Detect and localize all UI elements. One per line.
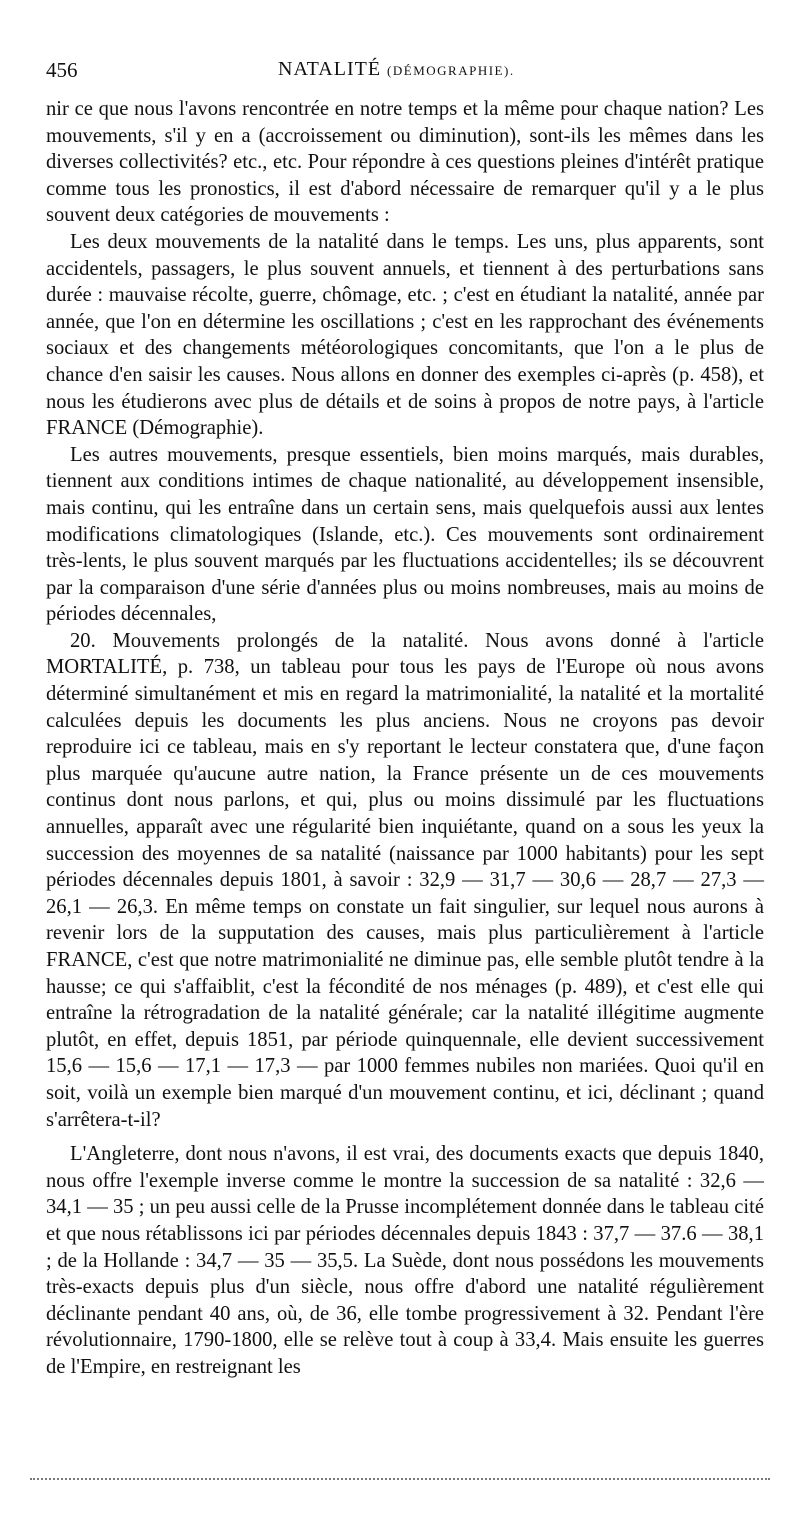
paragraph-other-movements: Les autres mouvements, presque essentiels, bien moins marqués, mais durables, tiennent aux conditions intimes de chaque nationalité, au développement insensible, mais continu, qui les entraîne dans un certain sens, mais quelquefois aussi aux lentes modifications climatologiques (Islande, etc.). Ces mouvements sont ordinairement très-lents, le plus souvent marqués par les fluctuations accidentelles; ils se découvrent par la comparaison d'une série d'années plus ou moins nombreuses, mais au moins de périodes décennales, [46,443,764,626]
paragraph-england: L'Angleterre, dont nous n'avons, il est vrai, des documents exacts que depuis 1840, nous offre l'exemple inverse comme le montre la succession de sa natalité : 32,6 — 34,1 — 35 ; un peu aussi celle de la Prusse incomplétement donnée dans le tableau cité et que nous rétablissons ici par périodes décennales depuis 1843 : 37,7 — 37.6 — 38,1 ; de la Hollande : 34,7 — 35 — 35,5. La Suède, dont nous possédons les mouvements très-exacts depuis plus d'un siècle, nous offre d'abord une natalité régulièrement déclinante pendant 40 ans, où, de 36, elle tombe progressivement à 32. Pendant l'ère révolutionnaire, 1790-1800, elle se relève tout à coup à 33,4. Mais ensuite les guerres de l'Empire, en restreignant les [46,1143,764,1378]
paragraph-continuation: nir ce que nous l'avons rencontrée en notre temps et la même pour chaque nation? Les mouvements, s'il y en a (accroissement ou diminution), sont-ils les mêmes dans les diverses collectivités? etc., etc. Pour répondre à ces questions pleines d'intérêt pratique comme tous les pronostics, il est d'abord nécessaire de remarquer qu'il y a le plus souvent deux catégories de mouvements : [46,98,764,227]
body-text [46,96,764,1381]
running-title-main: NATALITÉ [278,58,382,80]
paragraph-two-movements: Les deux mouvements de la natalité dans le temps. Les uns, plus apparents, sont accidentels, passagers, le plus souvent annuels, et tiennent à des perturbations sans durée : mauvaise récolte, guerre, chômage, etc. ; c'est en étudiant la natalité, année par année, que l'on en détermine les oscillations ; c'est en les rapprochant des événements sociaux et des changements météorologiques concomitants, que l'on a le plus de chance d'en saisir les causes. Nous allons en donner des exemples ci-après (p. 458), et nous les étudierons avec plus de détails et de soins à propos de notre pays, à l'article FRANCE (Démographie). [46,230,764,440]
footer-dotted-rule [30,1478,770,1480]
running-title [278,58,515,81]
paragraph-prolonged-movements: 20. Mouvements prolongés de la natalité. Nous avons donné à l'article MORTALITÉ, p. 738, un tableau pour tous les pays de l'Europe où nous avons déterminé simultanément et mis en regard la matrimonialité, la natalité et la mortalité calculées depuis les documents les plus anciens. Nous ne croyons pas devoir reproduire ici ce tableau, mais en s'y reportant le lecteur constatera que, d'une façon plus marquée qu'aucune autre nation, la France présente un de ces mouvements continus dont nous parlons, et qui, plus ou moins dissimulé par les fluctuations annuelles, apparaît avec une régularité bien inquiétante, quand on a sous les yeux la succession des moyennes de sa natalité (naissance par 1000 habitants) pour les sept périodes décennales depuis 1801, à savoir : 32,9 — 31,7 — 30,6 — 28,7 — 27,3 — 26,1 — 26,3. En même temps on constate un fait singulier, sur lequel nous aurons à revenir lors de la supputation des causes, mais plus particulièrement à l'article FRANCE, c'est que notre matrimonialité ne diminue pas, elle semble plutôt tendre à la hausse; ce qui s'affaiblit, c'est la fécondité de nos ménages (p. 489), et c'est elle qui entraîne la rétrogradation de la natalité générale; car la natalité illégitime augmente plutôt, en effet, depuis 1851, par période quinquennale, elle devient successivement 15,6 — 15,6 — 17,1 — 17,3 — par 1000 femmes nubiles non mariées. Quoi qu'il en soit, voilà un exemple bien marqué d'un mouvement continu, et ici, déclinant ; quand s'arrêtera-t-il? [46,629,764,1131]
running-title-subtitle: (DÉMOGRAPHIE). [387,63,515,78]
page-header [46,58,762,88]
page-number: 456 [46,58,78,82]
